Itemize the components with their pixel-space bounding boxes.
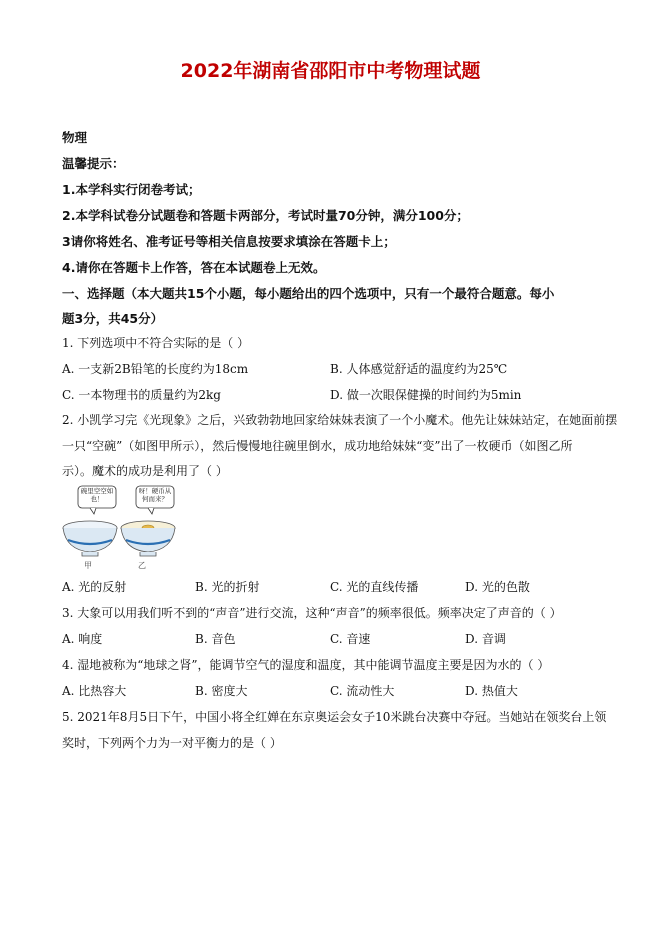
question-1-option-c: C. 一本物理书的质量约为2kg [62,388,221,402]
question-3-option-a: A. 响度 [62,632,103,646]
question-4-option-d: D. 热值大 [465,684,518,698]
question-2-option-d: D. 光的色散 [465,580,530,594]
question-4-option-c: C. 流动性大 [330,684,395,698]
question-1-stem: 1. 下列选项中不符合实际的是（ ） [62,336,250,350]
question-2-option-a: A. 光的反射 [62,580,127,594]
question-2-option-b: B. 光的折射 [195,580,260,594]
section-heading-line-1: 一、选择题（本大题共15个小题，每小题给出的四个选项中，只有一个最符合题意。每小 [62,286,555,301]
question-4-stem: 4. 湿地被称为“地球之肾”，能调节空气的湿度和温度，其中能调节温度主要是因为水的（ ） [62,658,550,672]
question-3-option-c: C. 音速 [330,632,371,646]
question-4-option-a: A. 比热容大 [62,684,127,698]
question-2-line-1: 2. 小凯学习完《光现象》之后，兴致勃勃地回家给妹妹表演了一个小魔术。他先让妹妹站定，在她面前摆 [62,413,618,427]
speech-bubble-right-text: 呀！硬币从何而来？ [138,487,172,503]
tip-3: 3请你将姓名、准考证号等相关信息按要求填涂在答题卡上； [62,234,396,249]
empty-bowl-icon [63,521,117,556]
page-title: 2022年湖南省邵阳市中考物理试题 [180,60,481,82]
question-1-option-d: D. 做一次眼保健操的时间约为5min [330,388,522,402]
question-2-option-c: C. 光的直线传播 [330,580,419,594]
question-4-option-b: B. 密度大 [195,684,248,698]
tip-2: 2.本学科试卷分试题卷和答题卡两部分，考试时量70分钟，满分100分； [62,208,469,223]
figure-label-a: 甲 [84,561,92,570]
question-5-line-1: 5. 2021年8月5日下午，中国小将全红婵在东京奥运会女子10米跳台决赛中夺冠。当她站在领奖台上领 [62,710,607,724]
question-1-option-a: A. 一支新2B铅笔的长度约为18cm [62,362,249,376]
question-1-option-b: B. 人体感觉舒适的温度约为25℃ [330,362,508,376]
question-3-option-b: B. 音色 [195,632,236,646]
section-heading-line-2: 题3分，共45分） [62,311,164,326]
question-5-line-2: 奖时，下列两个力为一对平衡力的是（ ） [62,736,282,750]
question-3-stem: 3. 大象可以用我们听不到的“声音”进行交流，这种“声音”的频率很低。频率决定了声音的（ ） [62,606,562,620]
subject-label: 物理 [62,130,88,145]
question-2-line-3: 示）。魔术的成功是利用了（ ） [62,464,228,478]
question-3-option-d: D. 音调 [465,632,506,646]
water-bowl-icon [121,521,175,556]
tips-heading: 温馨提示： [62,156,125,171]
speech-bubble-left-text: 碗里空空如也！ [80,487,114,503]
bowl-coin-figure [60,484,180,570]
tip-4: 4.请你在答题卡上作答，答在本试题卷上无效。 [62,260,326,275]
tip-1: 1.本学科实行闭卷考试； [62,182,201,197]
question-2-line-2: 一只“空碗”（如图甲所示），然后慢慢地往碗里倒水，成功地给妹妹“变”出了一枚硬币（如图乙所 [62,439,573,453]
figure-label-b: 乙 [138,561,146,570]
